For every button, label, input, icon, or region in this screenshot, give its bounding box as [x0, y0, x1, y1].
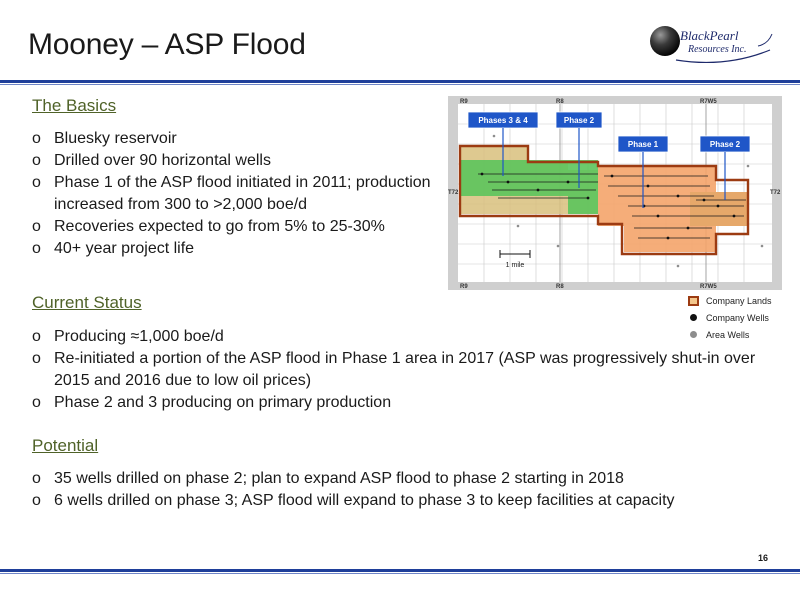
potential-list — [32, 468, 782, 512]
callout-phase-1: Phase 1 — [627, 140, 659, 149]
list-item: o Producing ≈1,000 boe/d — [32, 326, 762, 348]
current-status-heading: Current Status — [32, 293, 142, 312]
bullet-marker: o — [32, 492, 41, 509]
list-item: o Phase 2 and 3 producing on primary production — [32, 392, 762, 414]
township-label-right: T72 — [770, 190, 781, 196]
legend-item — [684, 309, 794, 326]
range-label-bottom: R7W5 — [700, 284, 717, 290]
slide-title: Mooney – ASP Flood — [28, 28, 306, 61]
range-label-bottom: R9 — [460, 284, 468, 290]
asp-flood-map — [448, 96, 782, 290]
basics-list — [32, 128, 442, 260]
range-label-top: R7W5 — [700, 99, 717, 105]
logo-brand-name: BlackPearl — [680, 28, 739, 43]
bullet-marker: o — [32, 394, 41, 411]
header-divider — [0, 80, 800, 83]
page-number: 16 — [758, 553, 769, 563]
legend-label: Company Wells — [706, 312, 769, 323]
list-item: o Phase 1 of the ASP flood initiated in 2011; production increased from 300 to >2,000 boe/d — [32, 172, 442, 216]
legend-item — [684, 326, 794, 343]
bullet-marker: o — [32, 174, 41, 191]
legend-label: Company Lands — [706, 295, 772, 306]
legend-label: Area Wells — [706, 329, 750, 340]
bullet-marker: o — [32, 152, 41, 169]
footer-divider-thin — [0, 573, 800, 574]
company-logo — [646, 20, 774, 70]
range-label-top: R9 — [460, 99, 468, 105]
callout-phase-2-east: Phase 2 — [709, 140, 741, 149]
scale-label: 1 mile — [505, 262, 525, 269]
bullet-marker: o — [32, 328, 41, 345]
black-dot-icon — [690, 314, 697, 321]
bullet-marker: o — [32, 350, 41, 367]
list-item: o Re-initiated a portion of the ASP flood in Phase 1 area in 2017 (ASP was progressively shut-in over 2015 and 2016 due to low oil prices) — [32, 348, 762, 392]
grey-dot-icon — [690, 331, 697, 338]
header-divider-thin — [0, 84, 800, 85]
callout-phases-3-4: Phases 3 & 4 — [478, 116, 528, 125]
list-item: o 40+ year project life — [32, 238, 442, 260]
legend-item — [684, 292, 794, 309]
list-item: o Recoveries expected to go from 5% to 25-30% — [32, 216, 442, 238]
township-label-left: T72 — [448, 190, 459, 196]
current-status-list — [32, 326, 762, 414]
potential-heading: Potential — [32, 436, 99, 455]
footer-divider — [0, 569, 800, 572]
callout-phase-2-west: Phase 2 — [563, 116, 595, 125]
bullet-marker: o — [32, 218, 41, 235]
map-legend — [684, 292, 794, 343]
bullet-marker: o — [32, 470, 41, 487]
list-item: o 35 wells drilled on phase 2; plan to expand ASP flood to phase 2 starting in 2018 — [32, 468, 782, 490]
list-item: o Drilled over 90 horizontal wells — [32, 150, 442, 172]
logo-brand-subname: Resources Inc. — [688, 44, 747, 55]
pearl-icon — [650, 26, 680, 56]
range-label-top: R8 — [556, 99, 564, 105]
basics-heading: The Basics — [32, 96, 117, 115]
list-item: o 6 wells drilled on phase 3; ASP flood will expand to phase 3 to keep facilities at capacity — [32, 490, 782, 512]
bullet-marker: o — [32, 240, 41, 257]
company-lands-swatch-icon — [688, 296, 699, 306]
range-label-bottom: R8 — [556, 284, 564, 290]
list-item: o Bluesky reservoir — [32, 128, 442, 150]
bullet-marker: o — [32, 130, 41, 147]
